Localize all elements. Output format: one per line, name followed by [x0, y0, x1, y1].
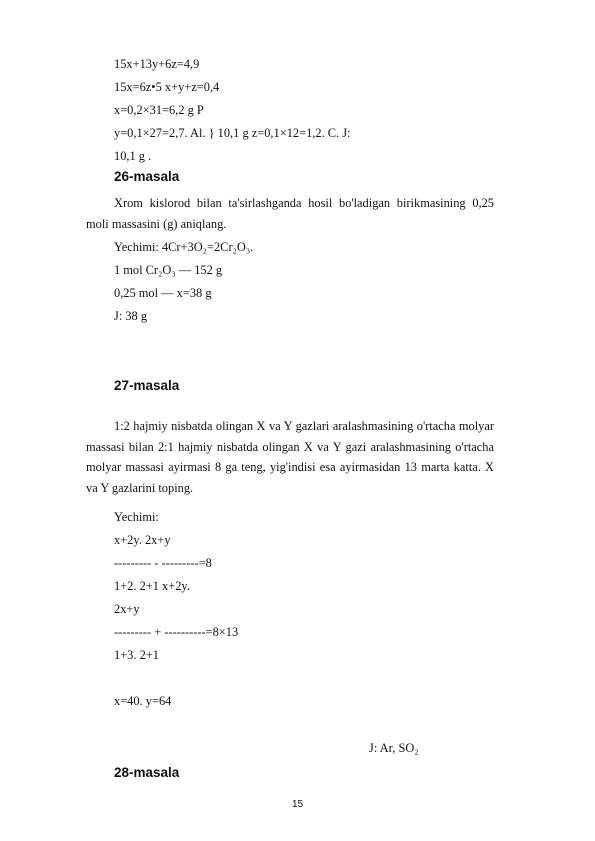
- solution-line: --------- + ----------=8×13: [114, 625, 239, 639]
- equation-line: 10,1 g .: [114, 149, 152, 163]
- answer-line: J: 38 g: [114, 309, 148, 323]
- solution-line: 1+2. 2+1 x+2y.: [114, 579, 190, 593]
- equation-line: y=0,1×27=2,7. Al. } 10,1 g z=0,1×12=1,2. C. J:: [114, 126, 351, 140]
- problem-26-text: Xrom kislorod bilan ta'sirlashganda hosil bo'ladigan birikmasining 0,25 moli massasini (g) aniqlang.: [86, 196, 494, 231]
- solution-line: 0,25 mol — x=38 g: [114, 286, 212, 300]
- equation-line: 15x+13y+6z=4,9: [114, 57, 200, 71]
- solution-line: x+2y. 2x+y: [114, 533, 171, 547]
- solution-line: 2x+y: [114, 602, 140, 616]
- solution-line: --------- - ---------=8: [114, 556, 212, 570]
- solution-line: 1+3. 2+1: [114, 648, 159, 662]
- problem-27-text: 1:2 hajmiy nisbatda olingan X va Y gazlari aralashmasining o'rtacha molyar massasi bilan 2:1 hajmiy nisbatda olingan X va Y gazi aralashmasining o'rtacha molyar massasi ayirmasi 8 ga teng, yig'indisi esa ayirmasidan 13 marta katta. X va Y gazlarini toping.: [86, 419, 494, 495]
- solution-label: Yechimi: 4Cr+3O₂=2Cr₂O₃.: [114, 240, 254, 254]
- problem-28-heading: 28-masala: [114, 765, 180, 780]
- solution-label: Yechimi:: [114, 510, 159, 524]
- solution-line: 1 mol Cr₂O₃ — 152 g: [114, 263, 223, 277]
- equation-line: 15x=6z•5 x+y+z=0,4: [114, 80, 220, 94]
- problem-27-heading: 27-masala: [114, 378, 180, 393]
- equation-line: x=0,2×31=6,2 g P: [114, 103, 204, 117]
- page-number: 15: [291, 799, 304, 810]
- solution-line: x=40. y=64: [114, 694, 172, 708]
- answer-line: J: Ar, SO₂: [369, 741, 419, 755]
- problem-26-heading: 26-masala: [114, 169, 180, 184]
